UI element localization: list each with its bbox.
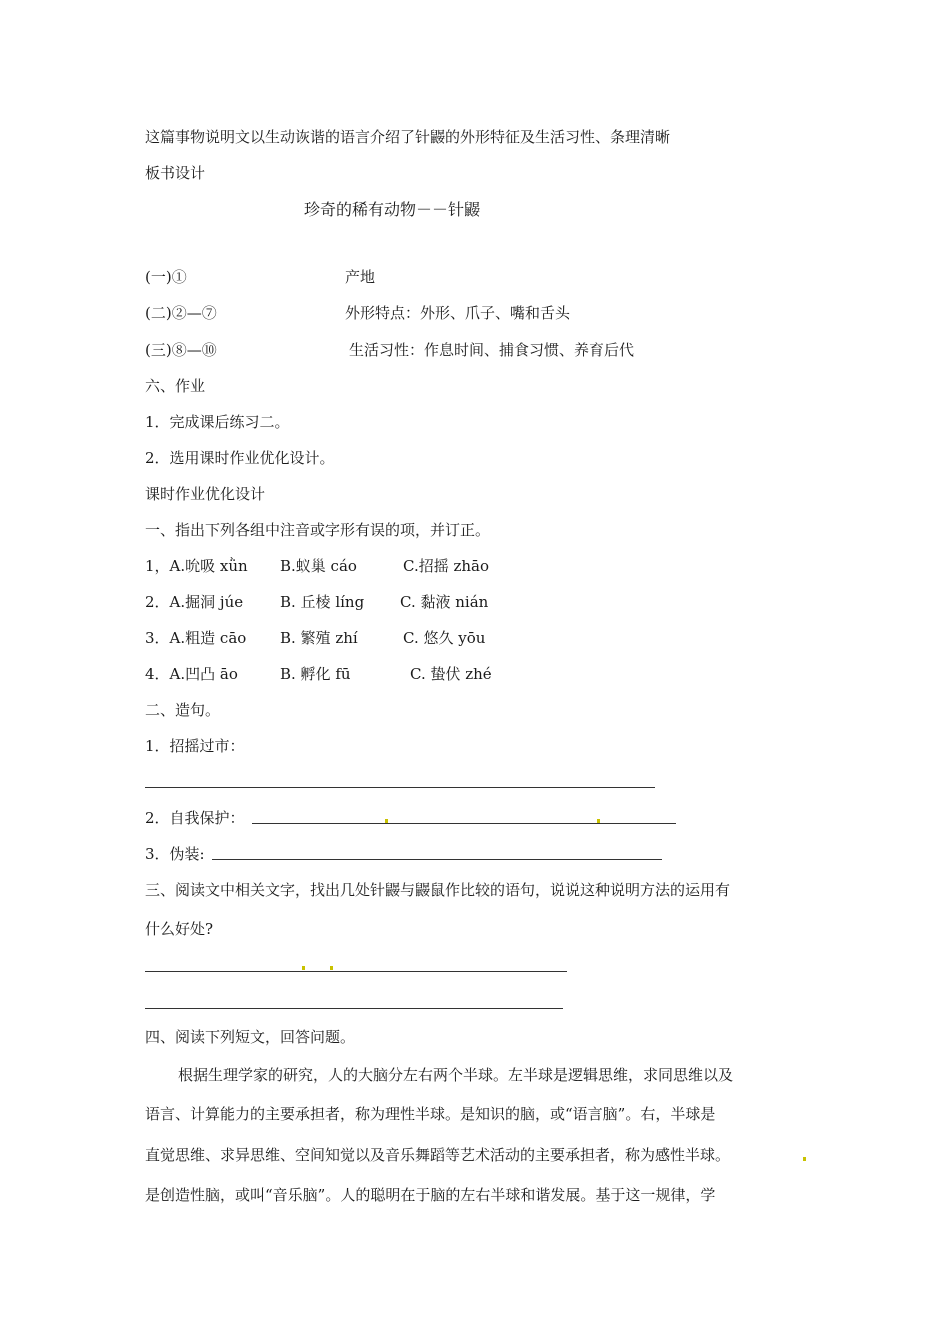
question-3-text: 什么好处? <box>145 920 214 938</box>
speck-mark <box>330 966 333 970</box>
design-heading: 课时作业优化设计 <box>145 485 266 503</box>
question-1-heading: 一、指出下列各组中注音或字形有误的项，并订正。 <box>145 521 491 539</box>
choice-c: C. 黏液 nián <box>400 593 489 611</box>
board-row-part: (二)②—⑦ <box>145 304 217 322</box>
answer-line[interactable] <box>145 971 567 972</box>
sentence-item: 3．伪装: <box>145 845 205 863</box>
speck-mark <box>302 966 305 970</box>
passage-line: 根据生理学家的研究，人的大脑分左右两个半球。左半球是逻辑思维，求同思维以及 <box>178 1066 734 1084</box>
sentence-item: 1．招摇过市： <box>145 737 245 755</box>
choice-b: B. 丘棱 líng <box>280 593 365 611</box>
homework-heading: 六、作业 <box>145 377 206 395</box>
answer-line[interactable] <box>145 787 655 788</box>
question-2-heading: 二、造句。 <box>145 701 221 719</box>
board-row-part: (三)⑧—⑩ <box>145 341 217 359</box>
answer-line[interactable] <box>252 823 676 824</box>
choice-b: B. 繁殖 zhí <box>280 629 358 647</box>
board-row-content: 产地 <box>345 268 376 286</box>
choice-b: B. 孵化 fū <box>280 665 351 683</box>
homework-item: 2．选用课时作业优化设计。 <box>145 449 335 467</box>
passage-line: 语言、计算能力的主要承担者，称为理性半球。是知识的脑，或“语言脑”。右，半球是 <box>145 1105 716 1123</box>
speck-mark <box>803 1157 806 1161</box>
choice-c: C. 蛰伏 zhé <box>410 665 492 683</box>
board-heading: 板书设计 <box>145 164 206 182</box>
choice-a: 2．A.掘洞 júe <box>145 593 244 611</box>
choice-a: 3．A.粗造 cāo <box>145 629 247 647</box>
choice-b: B.蚁巢 cáo <box>280 557 357 575</box>
question-3-text: 三、阅读文中相关文字，找出几处针鼹与鼹鼠作比较的语句，说说这种说明方法的运用有 <box>145 881 731 899</box>
homework-item: 1．完成课后练习二。 <box>145 413 290 431</box>
board-row-part: (一)① <box>145 268 187 286</box>
speck-mark <box>597 819 600 823</box>
passage-line: 是创造性脑，或叫“音乐脑”。人的聪明在于脑的左右半球和谐发展。基于这一规律，学 <box>145 1186 716 1204</box>
choice-a: 1，A.吮吸 xǜn <box>145 557 248 575</box>
passage-line: 直觉思维、求异思维、空间知觉以及音乐舞蹈等艺术活动的主要承担者，称为感性半球。 <box>145 1146 731 1164</box>
board-row-content: 外形特点：外形、爪子、嘴和舌头 <box>345 304 571 322</box>
board-title: 珍奇的稀有动物－－针鼹 <box>304 200 481 219</box>
answer-line[interactable] <box>212 859 662 860</box>
board-row-content: 生活习性：作息时间、捕食习惯、养育后代 <box>349 341 635 359</box>
choice-c: C. 悠久 yōu <box>403 629 486 647</box>
sentence-item: 2．自我保护： <box>145 809 245 827</box>
summary-text: 这篇事物说明文以生动诙谐的语言介绍了针鼹的外形特征及生活习性、条理清晰 <box>145 128 671 146</box>
answer-line[interactable] <box>145 1008 563 1009</box>
choice-c: C.招摇 zhāo <box>403 557 490 575</box>
choice-a: 4．A.凹凸 āo <box>145 665 238 683</box>
question-4-heading: 四、阅读下列短文，回答问题。 <box>145 1028 356 1046</box>
speck-mark <box>385 819 388 823</box>
